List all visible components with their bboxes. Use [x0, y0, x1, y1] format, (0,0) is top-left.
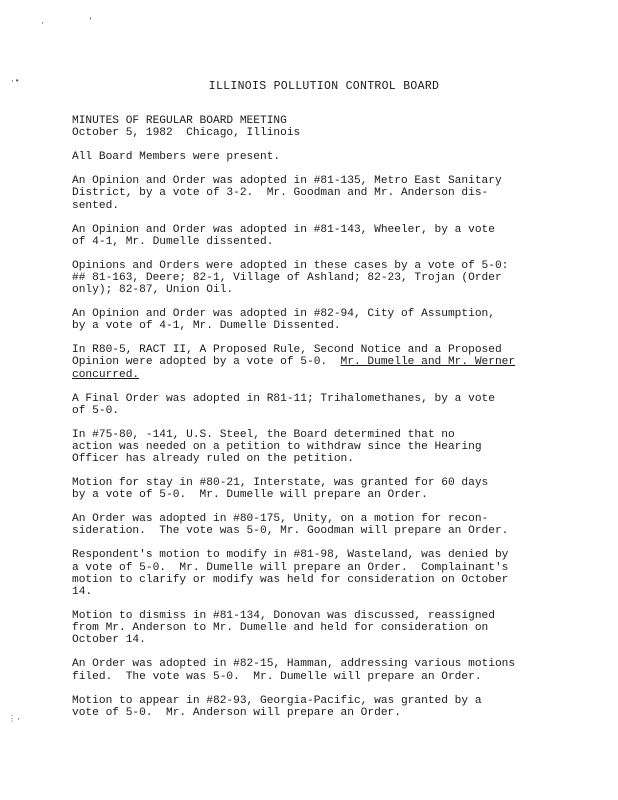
paragraph-wasteland: [72, 549, 552, 598]
text-line: sideration. The vote was 5-0, Mr. Goodman will prepare an Order.: [72, 525, 509, 538]
text-line: District, by a vote of 3-2. Mr. Goodman and Mr. Anderson dis-: [72, 187, 489, 200]
text-line: An Order was adopted in #80-175, Unity, on a motion for recon-: [72, 513, 489, 526]
text-line: sented.: [72, 199, 119, 212]
text-line: An Opinion and Order was adopted in #81-135, Metro East Sanitary: [72, 175, 502, 188]
text-line: only); 82-87, Union Oil.: [72, 284, 234, 297]
text-line: October 14.: [72, 634, 146, 647]
text-line: A Final Order was adopted in R81-11; Trihalomethanes, by a vote: [72, 392, 495, 405]
text-line: Respondent's motion to modify in #81-98, Wasteland, was denied by: [72, 549, 509, 562]
underlined-concurrence: Mr. Dumelle and Mr. Werner: [340, 356, 516, 369]
text-line: Motion to appear in #82-93, Georgia-Pacific, was granted by a: [72, 694, 482, 707]
text-line: Motion to dismiss in #81-134, Donovan was discussed, reassigned: [72, 610, 495, 622]
scan-speck: ·: [40, 19, 45, 28]
paragraph-trihalomethanes: [72, 393, 552, 417]
text-line: In R80-5, RACT II, A Proposed Rule, Second Notice and a Proposed: [72, 344, 502, 357]
paragraph-unity: [72, 513, 552, 537]
paragraph-ract-ii: [72, 344, 552, 381]
paragraph-donovan: [72, 610, 552, 647]
paragraph-wheeler: [72, 224, 552, 248]
text-line: a vote of 5-0. Mr. Dumelle will prepare an Order. Complainant's: [72, 561, 509, 574]
text-line: Opinion were adopted by a vote of 5-0. Mr. Dumelle and Mr. Werner: [72, 356, 516, 369]
document-title: ILLINOIS POLLUTION CONTROL BOARD: [208, 80, 440, 93]
text-line: All Board Members were present.: [72, 151, 281, 164]
paragraph-interstate: [72, 477, 552, 501]
text-line: of 5-0.: [72, 404, 119, 417]
text-line: action was needed on a petition to withdraw since the Hearing: [72, 440, 482, 453]
paragraph-metro-east: [72, 175, 552, 212]
text-line: of 4-1, Mr. Dumelle dissented.: [72, 235, 274, 248]
scan-speck: ·•: [10, 77, 20, 86]
paragraph-georgia-pacific: [72, 695, 552, 719]
text-line: ## 81-163, Deere; 82-1, Village of Ashland; 82-23, Trojan (Order: [72, 271, 502, 284]
meeting-heading-block: [72, 115, 552, 139]
paragraph-us-steel: [72, 429, 552, 466]
text-line: motion to clarify or modify was held for consideration on October: [72, 573, 509, 586]
text-line: An Order was adopted in #82-15, Hamman, addressing various motions: [72, 658, 516, 671]
text-line: Officer has already ruled on the petition.: [72, 453, 354, 466]
text-line: Motion for stay in #80-21, Interstate, was granted for 60 days: [72, 477, 489, 490]
text-line: by a vote of 4-1, Mr. Dumelle Dissented.: [72, 320, 341, 333]
text-line: Opinions and Orders were adopted in these cases by a vote of 5-0:: [72, 259, 509, 272]
text-line: by a vote of 5-0. Mr. Dumelle will prepare an Order.: [72, 489, 428, 502]
paragraph-hamman: [72, 658, 552, 682]
paragraph-opinions-orders: [72, 260, 552, 297]
text-line: from Mr. Anderson to Mr. Dumelle and held for consideration on: [72, 622, 489, 635]
text-line: An Opinion and Order was adopted in #81-143, Wheeler, by a vote: [72, 223, 495, 236]
text-line: vote of 5-0. Mr. Anderson will prepare an Order.: [72, 706, 401, 719]
text-line: 14.: [72, 586, 93, 599]
meeting-date-location: October 5, 1982 Chicago, Illinois: [72, 127, 301, 140]
scan-speck: ⋮·: [8, 715, 21, 724]
minutes-body: [72, 115, 552, 731]
scan-speck: ‘: [88, 17, 93, 26]
text-line: An Opinion and Order was adopted in #82-94, City of Assumption,: [72, 308, 495, 321]
text-line: In #75-80, -141, U.S. Steel, the Board determined that no: [72, 428, 455, 441]
text-line: concurred.: [72, 368, 140, 381]
meeting-heading: MINUTES OF REGULAR BOARD MEETING: [72, 115, 287, 127]
paragraph-attendance: [72, 151, 552, 163]
paragraph-assumption: [72, 308, 552, 332]
text-line: filed. The vote was 5-0. Mr. Dumelle will prepare an Order.: [72, 670, 482, 683]
